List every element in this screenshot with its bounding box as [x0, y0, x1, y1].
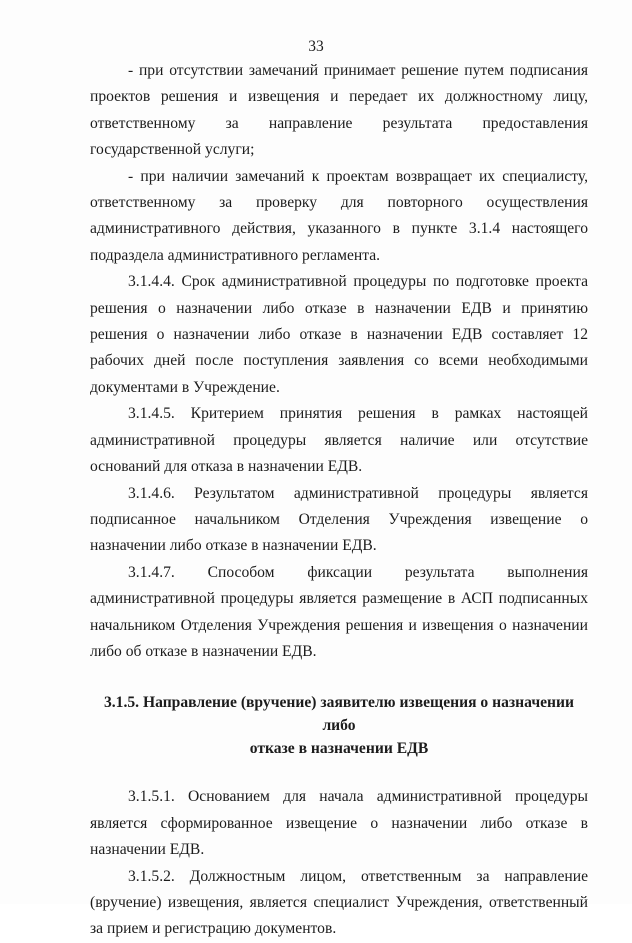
spacer	[90, 665, 588, 691]
paragraph-3-1-4-5: 3.1.4.5. Критерием принятия решения в рамках настоящей административной процедуры является наличие или отсутствие оснований для отказа в назначении ЕДВ.	[90, 405, 588, 476]
section-heading-3-1-5	[90, 691, 588, 760]
paragraph-3-1-4-7: 3.1.4.7. Способом фиксации результата выполнения административной процедуры является размещение в АСП подписанных начальником Отделения Учреждения решения и извещения о назначении либо об отказе в назначении ЕДВ.	[90, 563, 588, 660]
paragraph-3-1-4-4: 3.1.4.4. Срок административной процедуры по подготовке проекта решения о назначении либо отказе в назначении ЕДВ и принятию решения о назначении либо отказе в назначении ЕДВ составляет 12 рабочих дней после поступления заявления со всеми необходимыми документами в Учреждение.	[90, 273, 588, 396]
section-heading-line-2: отказе в назначении ЕДВ	[249, 740, 429, 758]
section-heading-line-1: 3.1.5. Направление (вручение) заявителю извещения о назначении либо	[103, 694, 574, 735]
page-number: 33	[308, 38, 324, 55]
paragraph-3-1-5-1: 3.1.5.1. Основанием для начала административной процедуры является сформированное извещение о назначении либо отказе в назначении ЕДВ.	[90, 788, 588, 859]
paragraph-3-1-4-6: 3.1.4.6. Результатом административной процедуры является подписанное начальником Отделения Учреждения извещение о назначении либо отказе в назначении ЕДВ.	[90, 484, 588, 555]
document-body	[90, 58, 588, 943]
spacer	[90, 760, 588, 784]
paragraph-3-1-5-2: 3.1.5.2. Должностным лицом, ответственным за направление (вручение) извещения, является специалист Учреждения, ответственный за прием и регистрацию документов.	[90, 867, 588, 938]
paragraph-with-remarks: - при наличии замечаний к проектам возвращает их специалисту, ответственному за проверку для повторного осуществления административного действия, указанного в пункте 3.1.4 настоящего подраздела административного регламента.	[90, 167, 588, 264]
paragraph-no-remarks: - при отсутствии замечаний принимает решение путем подписания проектов решения и извещения и передает их должностному лицу, ответственному за направление результата предоставления государственной услуги;	[90, 62, 588, 159]
